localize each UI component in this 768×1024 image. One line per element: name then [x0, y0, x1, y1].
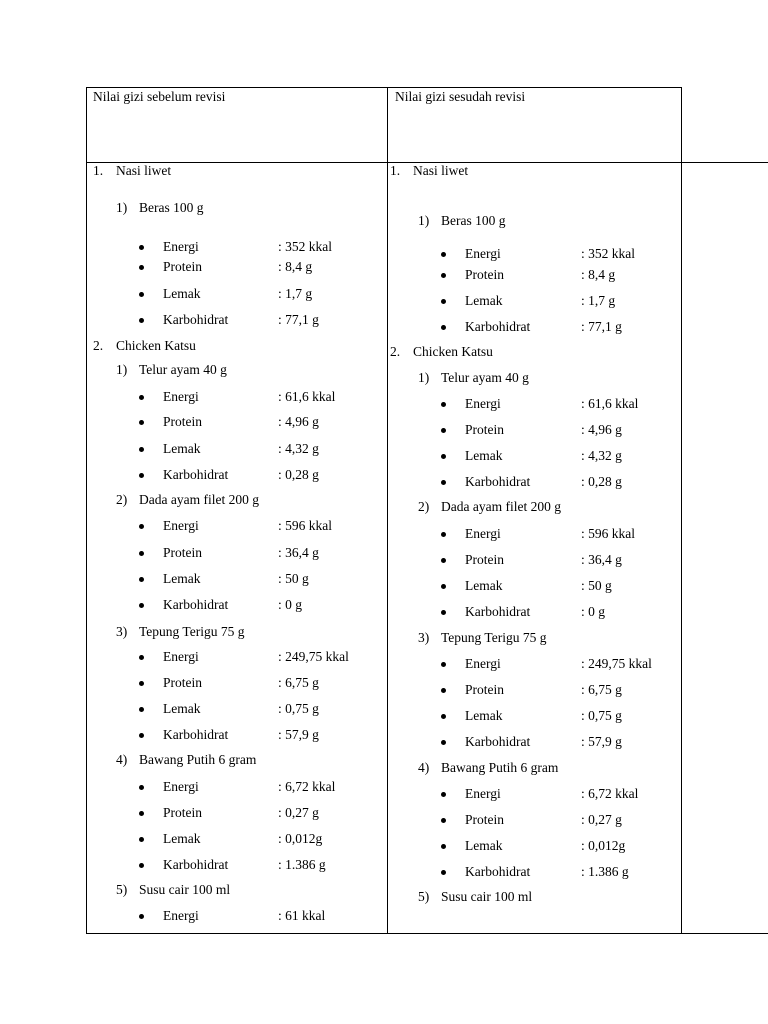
nutrient-label: Protein	[163, 675, 202, 690]
nutrient-value: : 1,7 g	[278, 286, 313, 301]
nutrient-value: : 352 kkal	[581, 246, 635, 261]
nutrient-label: Energi	[465, 526, 501, 541]
header-after-revision: Nilai gizi sesudah revisi	[395, 89, 526, 104]
nutrient-label: Lemak	[465, 293, 503, 308]
nutrient-value: : 6,75 g	[581, 682, 622, 697]
nutrient-value: : 4,96 g	[278, 414, 319, 429]
nutrient-label: Protein	[163, 414, 202, 429]
nutrient-label: Energi	[163, 779, 199, 794]
nutrient-label: Energi	[163, 518, 199, 533]
nutrient-label: Karbohidrat	[163, 467, 229, 482]
ingredient-number: 4)	[418, 760, 430, 775]
ingredient-number: 3)	[418, 630, 430, 645]
nutrient-label: Karbohidrat	[465, 319, 531, 334]
nutrient-value: : 249,75 kkal	[581, 656, 652, 671]
nutrient-value: : 61,6 kkal	[278, 389, 336, 404]
nutrient-label: Karbohidrat	[465, 604, 531, 619]
nutrient-label: Protein	[465, 682, 504, 697]
ingredient-title: Bawang Putih 6 gram	[441, 760, 559, 775]
nutrient-label: Karbohidrat	[465, 864, 531, 879]
nutrient-value: : 4,96 g	[581, 422, 622, 437]
nutrient-label: Protein	[465, 552, 504, 567]
ingredient-number: 3)	[116, 624, 128, 639]
bullet-icon	[441, 325, 446, 330]
nutrient-value: : 0,27 g	[581, 812, 622, 827]
bullet-icon	[441, 428, 446, 433]
section-number: 1.	[390, 163, 401, 178]
ingredient-number: 2)	[418, 499, 430, 514]
nutrient-value: : 50 g	[581, 578, 612, 593]
bullet-icon	[441, 299, 446, 304]
nutrient-value: : 0 g	[278, 597, 303, 612]
nutrient-label: Lemak	[465, 448, 503, 463]
nutrient-value: : 0,28 g	[278, 467, 319, 482]
bullet-icon	[441, 402, 446, 407]
ingredient-title: Dada ayam filet 200 g	[441, 499, 561, 514]
nutrient-value: : 57,9 g	[278, 727, 319, 742]
nutrient-label: Protein	[163, 805, 202, 820]
nutrient-value: : 1,7 g	[581, 293, 616, 308]
section-title: Nasi liwet	[116, 163, 172, 178]
bullet-icon	[441, 688, 446, 693]
nutrient-label: Protein	[465, 267, 504, 282]
bullet-icon	[441, 252, 446, 257]
nutrient-value: : 596 kkal	[581, 526, 635, 541]
nutrient-value: : 6,75 g	[278, 675, 319, 690]
nutrient-value: : 1.386 g	[278, 857, 326, 872]
nutrient-value: : 6,72 kkal	[581, 786, 639, 801]
nutrient-label: Energi	[465, 246, 501, 261]
nutrient-label: Protein	[465, 812, 504, 827]
nutrient-value: : 50 g	[278, 571, 309, 586]
ingredient-number: 1)	[116, 362, 128, 377]
nutrient-value: : 0,012g	[581, 838, 626, 853]
nutrient-label: Lemak	[163, 286, 201, 301]
nutrient-label: Protein	[465, 422, 504, 437]
nutrient-value: : 1.386 g	[581, 864, 629, 879]
nutrient-value: : 352 kkal	[278, 239, 332, 254]
ingredient-title: Susu cair 100 ml	[441, 889, 533, 904]
nutrient-label: Karbohidrat	[163, 597, 229, 612]
nutrient-value: : 596 kkal	[278, 518, 332, 533]
section-number: 2.	[390, 344, 401, 359]
bullet-icon	[441, 740, 446, 745]
ingredient-number: 5)	[116, 882, 128, 897]
ingredient-number: 4)	[116, 752, 128, 767]
nutrient-label: Lemak	[163, 571, 201, 586]
bullet-icon	[441, 818, 446, 823]
nutrient-label: Karbohidrat	[163, 312, 229, 327]
ingredient-title: Tepung Terigu 75 g	[441, 630, 547, 645]
nutrient-value: : 8,4 g	[581, 267, 616, 282]
nutrient-label: Energi	[163, 908, 199, 923]
nutrient-value: : 0,27 g	[278, 805, 319, 820]
bullet-icon	[441, 273, 446, 278]
nutrient-value: : 4,32 g	[581, 448, 622, 463]
ingredient-number: 1)	[418, 213, 430, 228]
ingredient-number: 5)	[418, 889, 430, 904]
ingredient-title: Tepung Terigu 75 g	[139, 624, 245, 639]
nutrient-label: Lemak	[163, 441, 201, 456]
nutrient-label: Lemak	[465, 708, 503, 723]
bullet-icon	[441, 792, 446, 797]
bullet-icon	[441, 532, 446, 537]
section-number: 1.	[93, 163, 104, 178]
bullet-icon	[441, 610, 446, 615]
ingredient-title: Dada ayam filet 200 g	[139, 492, 259, 507]
nutrient-value: : 36,4 g	[581, 552, 622, 567]
nutrient-value: : 61,6 kkal	[581, 396, 639, 411]
nutrient-label: Karbohidrat	[465, 474, 531, 489]
ingredient-number: 2)	[116, 492, 128, 507]
ingredient-title: Susu cair 100 ml	[139, 882, 231, 897]
section-title: Chicken Katsu	[116, 338, 196, 353]
nutrient-label: Energi	[465, 656, 501, 671]
nutrient-value: : 57,9 g	[581, 734, 622, 749]
nutrient-label: Karbohidrat	[163, 857, 229, 872]
ingredient-title: Beras 100 g	[441, 213, 506, 228]
header-before-revision: Nilai gizi sebelum revisi	[93, 89, 226, 104]
nutrient-value: : 77,1 g	[278, 312, 319, 327]
nutrient-value: : 4,32 g	[278, 441, 319, 456]
nutrient-value: : 6,72 kkal	[278, 779, 336, 794]
ingredient-title: Telur ayam 40 g	[441, 370, 529, 385]
nutrient-value: : 0 g	[581, 604, 606, 619]
nutrient-value: : 0,75 g	[278, 701, 319, 716]
nutrient-label: Karbohidrat	[163, 727, 229, 742]
bullet-icon	[441, 558, 446, 563]
bullet-icon	[441, 870, 446, 875]
nutrient-label: Protein	[163, 259, 202, 274]
bullet-icon	[441, 844, 446, 849]
nutrient-label: Karbohidrat	[465, 734, 531, 749]
bullet-icon	[441, 454, 446, 459]
bullet-icon	[441, 584, 446, 589]
nutrient-value: : 61 kkal	[278, 908, 326, 923]
section-number: 2.	[93, 338, 104, 353]
bullet-icon	[441, 662, 446, 667]
section-title: Nasi liwet	[413, 163, 469, 178]
nutrient-label: Lemak	[465, 838, 503, 853]
nutrient-label: Lemak	[163, 831, 201, 846]
nutrient-value: : 0,28 g	[581, 474, 622, 489]
ingredient-title: Bawang Putih 6 gram	[139, 752, 257, 767]
nutrient-label: Lemak	[465, 578, 503, 593]
ingredient-number: 1)	[116, 200, 128, 215]
nutrient-label: Energi	[465, 396, 501, 411]
nutrient-label: Energi	[465, 786, 501, 801]
ingredient-title: Telur ayam 40 g	[139, 362, 227, 377]
bullet-icon	[441, 714, 446, 719]
ingredient-title: Beras 100 g	[139, 200, 204, 215]
nutrient-value: : 77,1 g	[581, 319, 622, 334]
nutrient-label: Energi	[163, 389, 199, 404]
ingredient-number: 1)	[418, 370, 430, 385]
section-title: Chicken Katsu	[413, 344, 493, 359]
nutrient-label: Energi	[163, 649, 199, 664]
nutrient-value: : 0,012g	[278, 831, 323, 846]
nutrient-label: Protein	[163, 545, 202, 560]
bullet-icon	[441, 480, 446, 485]
nutrient-label: Lemak	[163, 701, 201, 716]
nutrient-label: Energi	[163, 239, 199, 254]
nutrient-value: : 0,75 g	[581, 708, 622, 723]
nutrient-value: : 8,4 g	[278, 259, 313, 274]
nutrient-value: : 249,75 kkal	[278, 649, 349, 664]
nutrient-value: : 36,4 g	[278, 545, 319, 560]
